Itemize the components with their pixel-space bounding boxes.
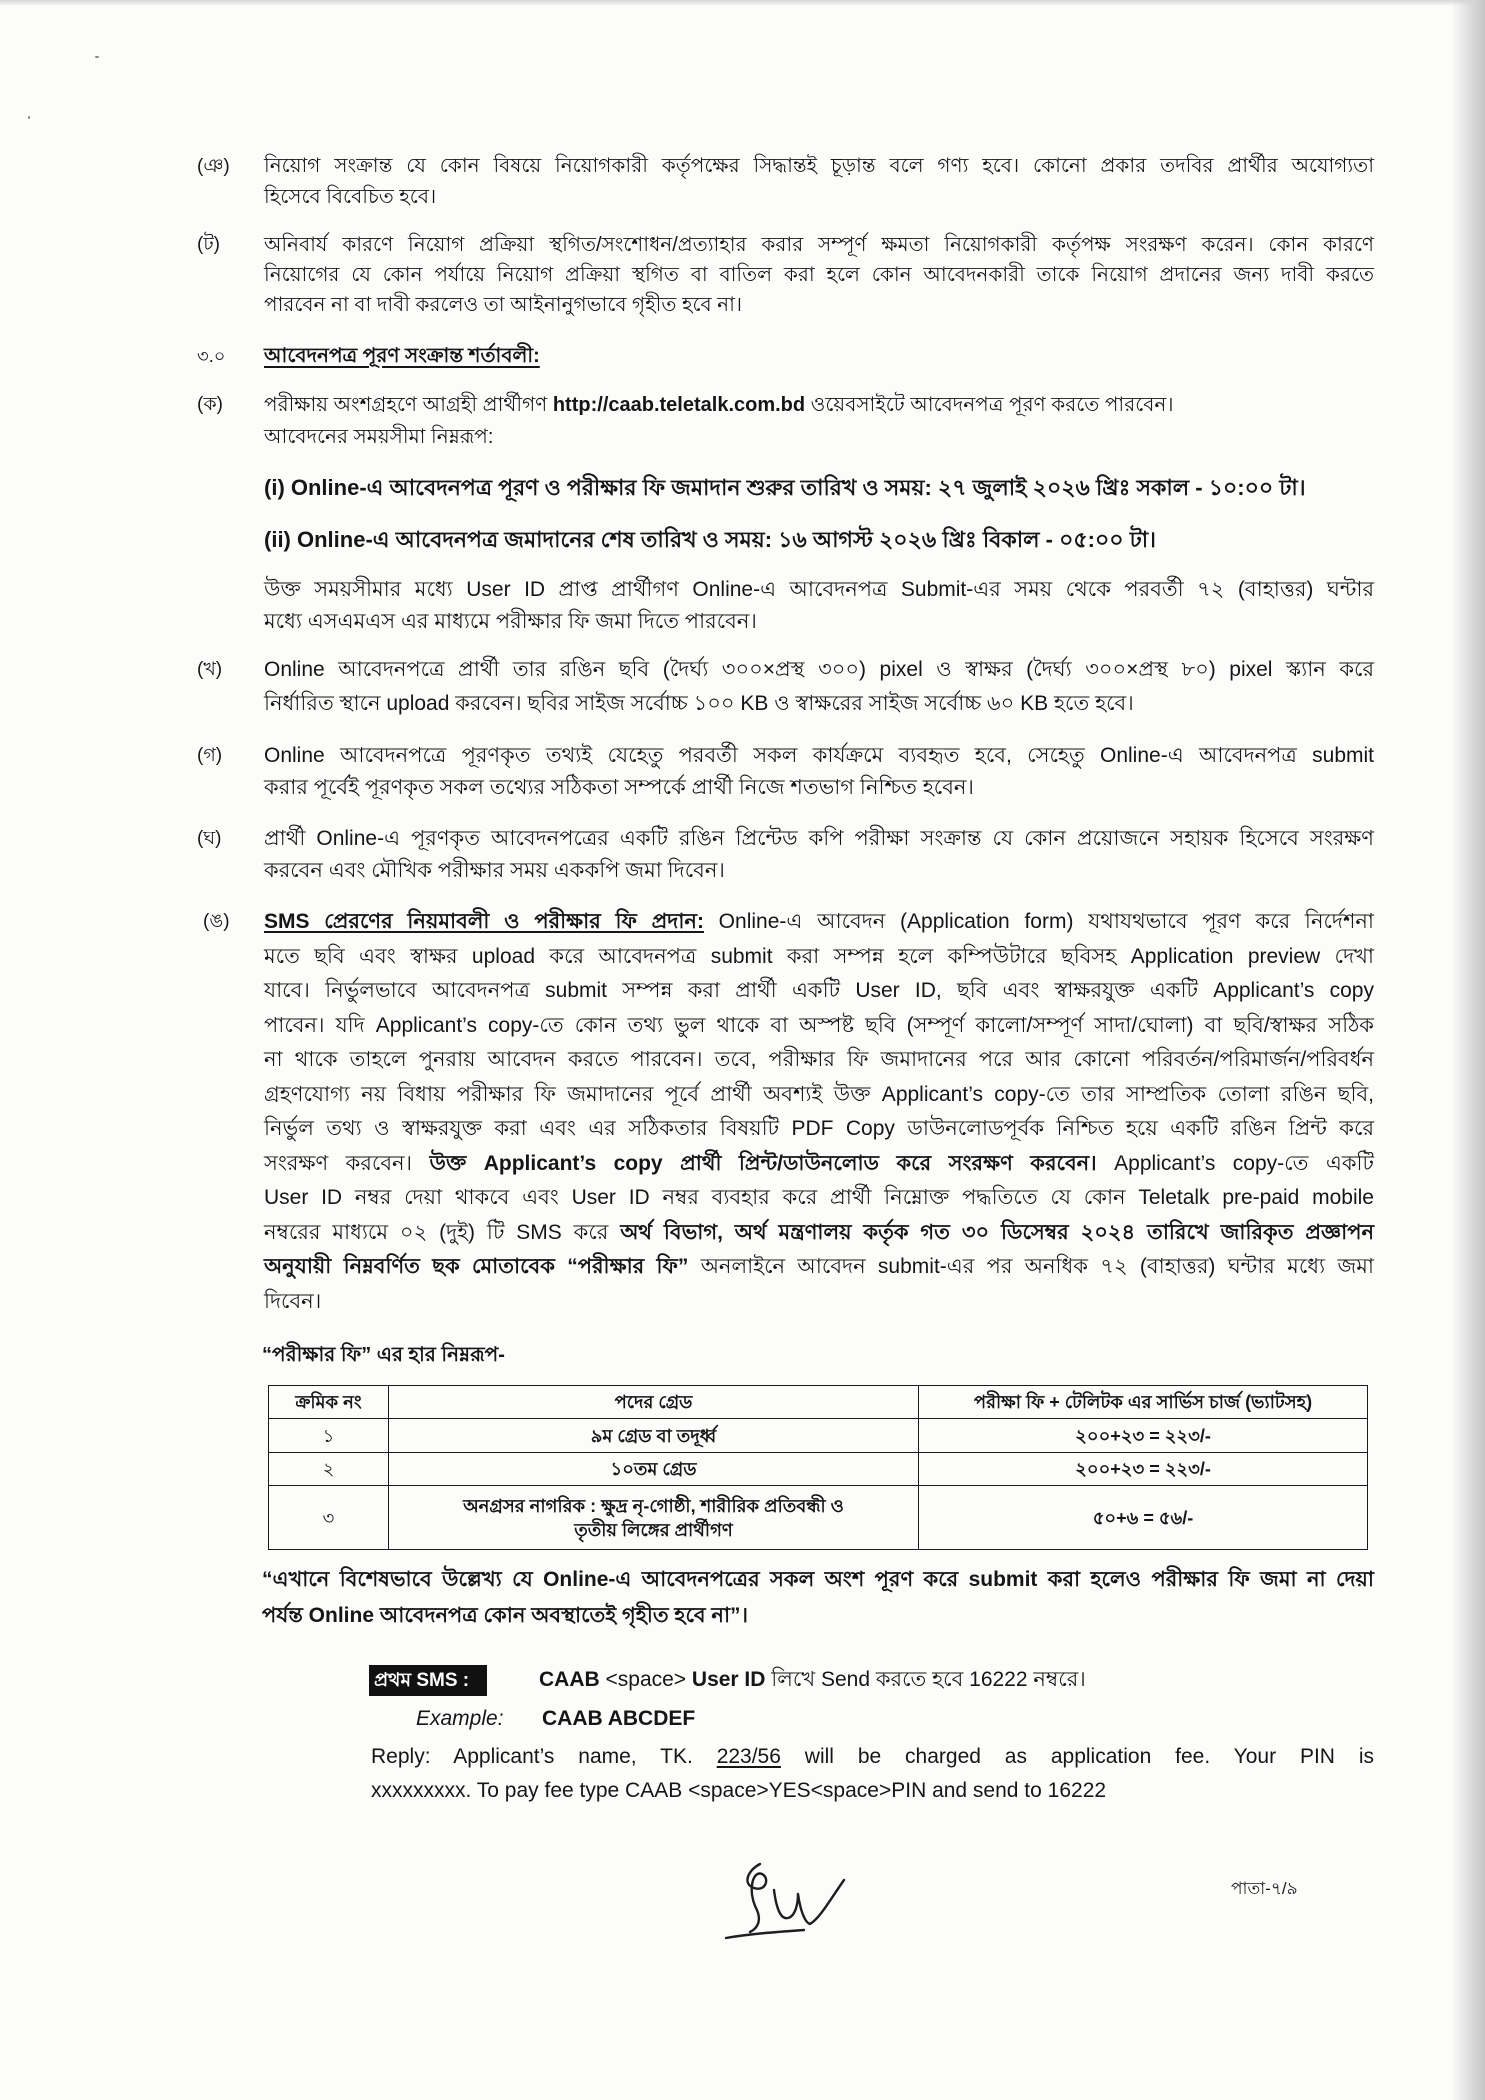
signature-stroke	[747, 1864, 766, 1932]
scan-top-edge	[0, 0, 1485, 6]
text-line	[264, 151, 1374, 182]
text-line	[264, 606, 1374, 638]
text-line	[264, 389, 1374, 421]
clause-label: (ঘ)	[197, 828, 222, 849]
text-run: will be charged as application fee. Your PIN is	[780, 1745, 1374, 1768]
emphasis-text: “এখানে বিশেষভাবে উল্লেখ্য যে Online-এ আবেদনপত্রের সকল অংশ পূরণ করে submit করা হলেও পরীক্ষার ফি জমা না দেয়া	[262, 1568, 1374, 1591]
grade-text: অনগ্রসর নাগরিক : ক্ষুদ্র নৃ-গোষ্ঠী, শারীরিক প্রতিবন্ধী ও	[463, 1495, 844, 1516]
emphasis-text: অর্থ বিভাগ, অর্থ মন্ত্রণালয় কর্তৃক গত ৩০ ডিসেম্বর ২০২৪ তারিখে জারিকৃত প্রজ্ঞাপন	[620, 1220, 1374, 1244]
grade-cell	[389, 1419, 919, 1453]
section-title: আবেদনপত্র পূরণ সংক্রান্ত শর্তাবলী:	[264, 345, 540, 367]
clause-text	[264, 823, 1374, 887]
text-line	[264, 574, 1374, 606]
emphasis-text: CAAB	[539, 1668, 600, 1691]
text-run: xxxxxxxxx. To pay fee type CAAB <space>YES<space>PIN and send to 16222	[371, 1779, 1107, 1802]
column-header-grade: পদের গ্রেড	[389, 1386, 919, 1419]
text-run: Applicant’s copy-তে একটি	[1096, 1151, 1374, 1175]
fee-cell: ২০০+২৩ = ২২৩/-	[919, 1453, 1368, 1486]
emphasis-text: (i) Online-এ আবেদনপত্র পূরণ ও পরীক্ষার ফি জমাদান শুরুর তারিখ ও সময়: ২৭ জুলাই ২০২৬ খ্রিঃ সকাল - ১০:০০ টা।	[264, 475, 1306, 500]
text-line	[264, 1043, 1374, 1078]
text-line	[264, 472, 1374, 504]
text-run: মতে ছবি এবং স্বাক্ষর upload করে আবেদনপত্র submit করা সম্পন্ন হলে কম্পিউটারে ছবিসহ Application preview দেখা	[264, 944, 1374, 968]
text-run: Online আবেদনপত্রে পূরণকৃত তথ্যই যেহেতু পরবর্তী সকল কার্যক্রমে ব্যবহৃত হবে, সেহেতু Online-এ আবেদনপত্র submit	[264, 744, 1374, 767]
clause-text	[264, 389, 1374, 453]
text-run: গ্রহণযোগ্য নয় বিধায় পরীক্ষার ফি জমাদানের পূর্বে প্রার্থী অবশ্যই উক্ত Applicant’s copy-তে তার সাম্প্রতিক তোলা রঙিন ছবি,	[264, 1082, 1374, 1106]
signature-stroke	[774, 1880, 844, 1924]
text-line	[264, 260, 1374, 290]
sms-example-label: Example:	[416, 1707, 504, 1730]
serial-cell: ১	[269, 1419, 389, 1453]
clause-label: (গ)	[197, 745, 223, 766]
emphasis-text: “পরীক্ষার ফি” এর হার নিম্নরূপ-	[262, 1344, 505, 1366]
text-line	[264, 940, 1374, 975]
underlined-text: 223/56	[716, 1745, 781, 1768]
clause-label: (ট)	[197, 234, 221, 255]
emphasis-text: User ID	[691, 1668, 766, 1691]
text-run: উক্ত সময়সীমার মধ্যে User ID প্রাপ্ত প্রার্থীগণ Online-এ আবেদনপত্র Submit-এর সময় থেকে পরবর্তী ৭২ (বাহাত্তর) ঘন্টার	[264, 578, 1374, 601]
clause-label: (ঙ)	[203, 911, 230, 932]
scan-speck	[28, 116, 30, 119]
serial-cell: ৩	[269, 1486, 389, 1550]
sms-example-value: CAAB ABCDEF	[542, 1707, 696, 1730]
table-row	[269, 1419, 1368, 1453]
text-line	[371, 1774, 1374, 1808]
text-run: Reply: Applicant’s name, TK.	[371, 1745, 717, 1768]
emphasis-text: http://caab.teletalk.com.bd	[552, 394, 806, 416]
text-line	[264, 1216, 1374, 1251]
clause-text	[264, 740, 1374, 804]
text-run: Online-এ আবেদন (Application form) যথাযথভাবে পূরণ করে নির্দেশনা	[703, 910, 1374, 933]
sms-payment-window	[264, 574, 1374, 638]
table-row	[269, 1486, 1368, 1550]
text-run: নির্ধারিত স্থানে upload করবেন। ছবির সাইজ সর্বোচ্চ ১০০ KB ও স্বাক্ষরের সাইজ সর্বোচ্চ ৬০ KB হতে হবে।	[264, 692, 1134, 715]
fee-payment-note	[262, 1562, 1374, 1634]
fee-table	[268, 1385, 1368, 1550]
text-line	[264, 740, 1374, 772]
text-run: অনলাইনে আবেদন submit-এর পর অনধিক ৭২ (বাহাত্তর) ঘন্টার মধ্যে জমা	[688, 1255, 1374, 1278]
text-run: User ID নম্বর দেয়া থাকবে এবং User ID নম্বর ব্যবহার করে প্রার্থী নিম্নোক্ত পদ্ধতিতে যে কোন Teletalk pre-paid mobile	[264, 1186, 1374, 1209]
text-line	[371, 1740, 1374, 1774]
text-run: মধ্যে এসএমএস এর মাধ্যমে পরীক্ষার ফি জমা দিতে পারবেন।	[264, 610, 757, 633]
clause-text	[264, 653, 1374, 721]
application-end-time	[264, 524, 1374, 556]
page-number: পাতা-৭/৯	[1231, 1879, 1298, 1898]
text-run: না থাকে তাহলে পুনরায় আবেদন করতে পারবেন। তবে, পরীক্ষার ফি জমাদানের পরে আর কোনো পরিবর্তন/পরিমার্জন/পরিবর্ধন	[264, 1048, 1374, 1071]
text-line	[264, 687, 1374, 721]
text-line	[264, 1285, 1374, 1320]
text-line	[262, 1340, 1372, 1370]
text-line	[264, 182, 1374, 213]
text-run: নিয়োগের যে কোন পর্যায়ে নিয়োগ প্রক্রিয়া স্থগিত বা বাতিল করা হলে কোন আবেদনকারী তাকে নিয়োগ প্রদানের জন্য দাবী করতে	[264, 264, 1374, 286]
fee-cell: ২০০+২৩ = ২২৩/-	[919, 1419, 1368, 1453]
clause-label: (ঞ)	[197, 156, 230, 177]
grade-text: তৃতীয় লিঙ্গের প্রার্থীগণ	[574, 1519, 733, 1540]
text-line	[264, 421, 1374, 453]
sms-reply-text	[371, 1740, 1374, 1808]
text-run: ওয়েবসাইটে আবেদনপত্র পূরণ করতে পারবেন।	[805, 394, 1174, 416]
signature-stroke	[726, 1930, 804, 1938]
text-line	[264, 974, 1374, 1009]
text-run: পারবেন না বা দাবী করলেও তা আইনানুগভাবে গৃহীত হবে না।	[264, 294, 743, 316]
text-line	[264, 855, 1374, 887]
text-run: <space>	[599, 1668, 692, 1691]
text-run: আবেদনের সময়সীমা নিম্নরূপ:	[264, 426, 494, 448]
text-run: লিখে Send করতে হবে 16222 নম্বরে।	[765, 1668, 1086, 1691]
text-run: অনিবার্য কারণে নিয়োগ প্রক্রিয়া স্থগিত/সংশোধন/প্রত্যাহার করার সম্পূর্ণ ক্ষমতা নিয়োগকারী কর্তৃপক্ষ সংরক্ষণ করেন। কোন কারণে	[264, 234, 1374, 256]
text-line	[264, 230, 1374, 260]
column-header-fee: পরীক্ষা ফি + টেলিটক এর সার্ভিস চার্জ (ভ্যাটসহ)	[919, 1386, 1368, 1419]
table-header-row	[269, 1386, 1368, 1419]
emphasis-text: অনুযায়ী নিম্নবর্ণিত ছক মোতাবেক “পরীক্ষার ফি”	[264, 1255, 689, 1278]
scan-right-edge	[1451, 0, 1485, 2100]
text-line	[539, 1665, 1369, 1695]
text-line	[262, 1598, 1374, 1634]
text-run: করার পূর্বেই পূরণকৃত সকল তথ্যের সঠিকতা সম্পর্কে প্রার্থী নিজে শতভাগ নিশ্চিত হবেন।	[264, 776, 974, 799]
text-run: হিসেবে বিবেচিত হবে।	[264, 186, 437, 208]
fee-cell: ৫০+৬ = ৫৬/-	[919, 1486, 1368, 1550]
clause-text	[264, 230, 1374, 320]
text-line	[264, 1009, 1374, 1044]
emphasis-text: (ii) Online-এ আবেদনপত্র জমাদানের শেষ তারিখ ও সময়: ১৬ আগস্ট ২০২৬ খ্রিঃ বিকাল - ০৫:০০ টা।	[264, 527, 1156, 552]
grade-text: ১০তম গ্রেড	[610, 1459, 697, 1479]
clause-text	[264, 905, 1374, 1319]
table-row	[269, 1453, 1368, 1486]
fee-rate-title	[262, 1340, 1372, 1370]
text-run: যাবে। নির্ভুলভাবে আবেদনপত্র submit সম্পন্ন করা প্রার্থী একটি User ID, ছবি এবং স্বাক্ষরযুক্ত একটি Applicant’s copy	[264, 979, 1374, 1002]
text-line	[264, 1181, 1374, 1216]
emphasis-text: পর্যন্ত Online আবেদনপত্র কোন অবস্থাতেই গৃহীত হবে না”।	[262, 1604, 749, 1627]
text-line	[264, 1078, 1374, 1113]
text-run: প্রার্থী Online-এ পূরণকৃত আবেদনপত্রের একটি রঙিন প্রিন্টেড কপি পরীক্ষা সংক্রান্ত যে কোন প্রয়োজনে সহায়ক হিসেবে সংরক্ষণ	[264, 827, 1374, 850]
text-line	[264, 1147, 1374, 1182]
serial-cell: ২	[269, 1453, 389, 1486]
first-sms-instruction	[539, 1665, 1369, 1695]
application-start-time	[264, 472, 1374, 504]
text-line	[264, 823, 1374, 855]
text-run: পরীক্ষায় অংশগ্রহণে আগ্রহী প্রার্থীগণ	[264, 394, 553, 416]
text-run: পাবেন। যদি Applicant’s copy-তে কোন তথ্য ভুল থাকে বা অস্পষ্ট ছবি (সম্পূর্ণ কালো/সম্পূর্ণ সাদা/ঘোলা) বা ছবি/স্বাক্ষর সঠিক	[264, 1013, 1374, 1037]
text-run: নিয়োগ সংক্রান্ত যে কোন বিষয়ে নিয়োগকারী কর্তৃপক্ষের সিদ্ধান্তই চূড়ান্ত বলে গণ্য হবে। কোনো প্রকার তদবির প্রার্থীর অযোগ্যতা	[264, 155, 1374, 177]
text-line	[264, 524, 1374, 556]
text-run: সংরক্ষণ করবেন।	[264, 1151, 430, 1175]
signature	[712, 1850, 862, 1955]
text-run: Online আবেদনপত্রে প্রার্থী তার রঙিন ছবি (দৈর্ঘ্য ৩০০×প্রস্থ ৩০০) pixel ও স্বাক্ষর (দৈর্ঘ্য ৩০০×প্রস্থ ৮০) pixel স্ক্যান করে	[264, 658, 1374, 681]
grade-cell	[389, 1486, 919, 1550]
text-run: নির্ভুল তথ্য ও স্বাক্ষরযুক্ত করা এবং এর সঠিকতার বিষয়টি PDF Copy ডাউনলোডপূর্বক নিশ্চিত হয়ে একটি রঙিন প্রিন্ট করে	[264, 1117, 1374, 1140]
text-line	[264, 1112, 1374, 1147]
first-sms-label: প্রথম SMS :	[369, 1665, 487, 1696]
emphasis-text: SMS প্রেরণের নিয়মাবলী ও পরীক্ষার ফি প্রদান:	[264, 910, 704, 933]
text-line	[264, 1250, 1374, 1285]
clause-label: (ক)	[197, 394, 223, 415]
section-number: ৩.০	[197, 346, 226, 366]
clause-label: (খ)	[197, 659, 223, 680]
clause-text	[264, 151, 1374, 213]
grade-text: ৯ম গ্রেড বা তদূর্ধ্ব	[590, 1425, 717, 1446]
grade-cell	[389, 1453, 919, 1486]
text-line	[264, 905, 1374, 940]
text-run: দিবেন।	[264, 1289, 322, 1313]
scan-speck	[95, 56, 99, 58]
text-line	[264, 772, 1374, 804]
emphasis-text: উক্ত Applicant’s copy প্রার্থী প্রিন্ট/ডাউনলোড করে সংরক্ষণ করবেন।	[429, 1151, 1097, 1175]
text-run: নম্বরের মাধ্যমে ০২ (দুই) টি SMS করে	[264, 1220, 621, 1244]
text-line	[262, 1562, 1374, 1598]
text-line	[264, 653, 1374, 687]
text-run: করবেন এবং মৌখিক পরীক্ষার সময় এককপি জমা দিবেন।	[264, 859, 725, 882]
column-header-serial: ক্রমিক নং	[269, 1386, 389, 1419]
text-line	[264, 290, 1374, 320]
